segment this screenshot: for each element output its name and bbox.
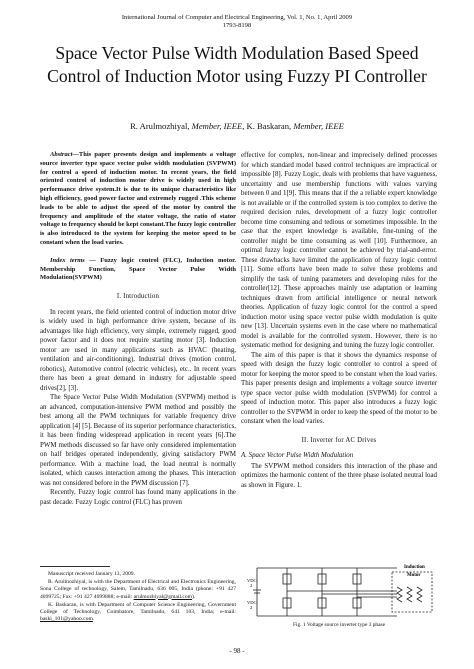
footnote-author-1 [40,579,236,601]
subsection-heading-svpwm: A. Space Vector Pulse Width Modulation [241,452,354,459]
author-1-role: Member, IEEE [191,121,243,131]
motor-label-induction: Induction [404,565,425,570]
intro-paragraph-2: The Space Vector Pulse Width Modulation (SVPWM) method is an advanced, computation-intensive PWM method and possibly the best among all the PWM techniques for variable frequency drive application [4] [5]. Because of its superior performance characteristics, it has been finding widespread application in recent years [6].The PWM methods discussed so far have only considered implementation on half bridges operated independently, giving satisfactory PWM performance. With a machine load, the load neutral is normally isolated, which causes interaction among the phases. This interaction was not considered before in the PWM discussion [7]. [40,394,236,487]
abstract [40,151,236,248]
footnote-author-1-text: R. Arulmozhiyal, is with the Department of Electrical and Electronics Engineering, Sona College of technology, Salem, Tamilnadu, 636 005, India (phone: +91 427 4099725; Fax: +91 427 4099888; e-mail: [40,579,236,600]
intro-paragraph-1: In recent years, the field oriented control of induction motor drive is widely used in high performance drive system, because of its advantages like high efficiency, very simple, extremely rugged, good power factor and it does not require starting motor [3]. Induction motor are used in many applications such as HVAC (heating, ventilation and air-conditioning), Industrial drives (motion control, robotics), Automotive control (electric vehicles), etc.. In recent years there has been a great demand in industry for adjustable speed drives[2], [3]. [40,308,236,392]
inverter-circuit-figure [247,562,437,622]
section-heading-inverter: II. Inverter for AC Drives [301,436,377,444]
footnote-author-2-text: K. Baskaran, is with Department of Computer Science Engineering, Government College of Technology, Coimbatore, Tamilnadu, 641 103, India; e-mail: [40,601,236,616]
index-terms [40,257,236,283]
page-number: - 98 - [229,647,245,655]
journal-citation: International Journal of Computer and Electrical Engineering, Vol. 1, No. 1, April 2009 [121,14,353,21]
left-column [40,151,236,507]
author-separator: , K. Baskaran, [242,121,294,131]
abstract-text: —This paper presents design and implements a voltage source inverter type space vector pulse width modulation (SVPWM) for control a speed of induction motor. In recent years, the field oriented control of induction motor drive is widely used in high performance drive system.It is due to its unique characteristics like high efficiency, good power factor and extremely rugged .This scheme leads to be able to adjust the speed of the motor by control the frequency and amplitude of the stator voltage, the ratio of stator voltage to frequency should be kept constant.The fuzzy logic controller is also introduced to the system for keeping the motor speed to be constant when the load varies. [40,151,236,246]
footnote-author-1-end: ). [192,593,196,600]
right-paragraph-3: The SVPWM method considers this interaction of the phase and optimizes the harmonic content of the three phase isolated neutral load as shown in Figure. 1. [241,462,437,489]
right-paragraph-1: effective for complex, non-linear and imprecisely defined processes for which standard model based control techniques are impractical or impossible [8]. Fuzzy Logic, deals with problems that have vagueness, uncertainty and use membership functions with values varying between 0 and 1[9]. This means that if the a reliable expert knowledge is not available or if the controlled system is too complex to derive the required decision rules, development of a fuzzy logic controller become time consuming and tedious or sometimes impossible. In the case that the expert knowledge is available, fine-tuning of the controller might be time consuming as well [10]. Furthermore, an optimal fuzzy logic controller cannot be achieved by trial-and-error. These drawbacks have limited the application of fuzzy logic control [11]. Some efforts have been made to solve these problems and simplify the task of tuning parameters and developing rules for the controller[12]. These approaches mainly use adaptation or learning techniques drawn from artificial intelligence or neural network theories. Application of fuzzy logic control for the control a speed induction motor using space vector pulse width modulation is quite new [13]. Uncertain systems even in the case where no mathematical model is available for the controlled system. However, there is no systematic method for designing and tuning the fuzzy logic controller. [241,152,437,349]
vdc-top-label: VDC [247,578,257,583]
vdc-bottom-denominator: 2 [250,605,253,610]
index-terms-label: Index terms [50,256,85,264]
author-1-email-link[interactable]: arulmozhiyal@gmail.com [133,593,193,600]
footnotes [40,571,236,624]
motor-label-motor: Motor [407,573,421,578]
right-column [241,151,437,490]
author-2-role: Member, IEEE [293,121,344,131]
author-1: R. Arulmozhiyal, [130,121,192,131]
vdc-bottom-label: VDC [247,600,257,605]
journal-issn: 1793-8198 [222,22,252,29]
figure-caption: Fig. 1 Voltage source inverter type 3 phase [292,622,386,628]
author-line [0,121,474,131]
footnote-rule [40,566,110,567]
footnote-received: Manuscript received January 13, 2009. [48,571,135,577]
index-terms-text: — Fuzzy logic control (FLC), Induction motor. Membership Function, Space Vector Pulse Width Modulation(SVPWM) [40,256,236,282]
vdc-top-denominator: 2 [250,583,253,588]
footnote-author-2-end: . [92,616,95,623]
footnote-author-2 [40,602,236,624]
journal-header [0,14,474,30]
right-paragraph-2: The aim of this paper is that it shows the dynamics response of speed with design the fuzzy logic controller to control a speed of motor for keeping the motor speed to be constant when the load varies. This paper presents design and implements a voltage source inverter type space vector pulse width modulation (SVPWM) for control a speed of induction motor. This paper also introduces a fuzzy logic controller to the SVPWM in order to keep the speed of the motor to be constant when the load varies. [241,351,437,425]
intro-paragraph-3: Recently, Fuzzy logic control has found many applications in the past decade. Fuzzy Logic control (FLC) has proven [40,489,236,506]
section-heading-introduction: I. Introduction [116,293,160,301]
author-2-email-link[interactable]: baski_101@yahoo.com [40,616,93,623]
abstract-label: Abstract [50,151,73,158]
paper-title: Space Vector Pulse Width Modulation Based Speed Control of Induction Motor using Fuzzy PI Controller [47,43,427,86]
